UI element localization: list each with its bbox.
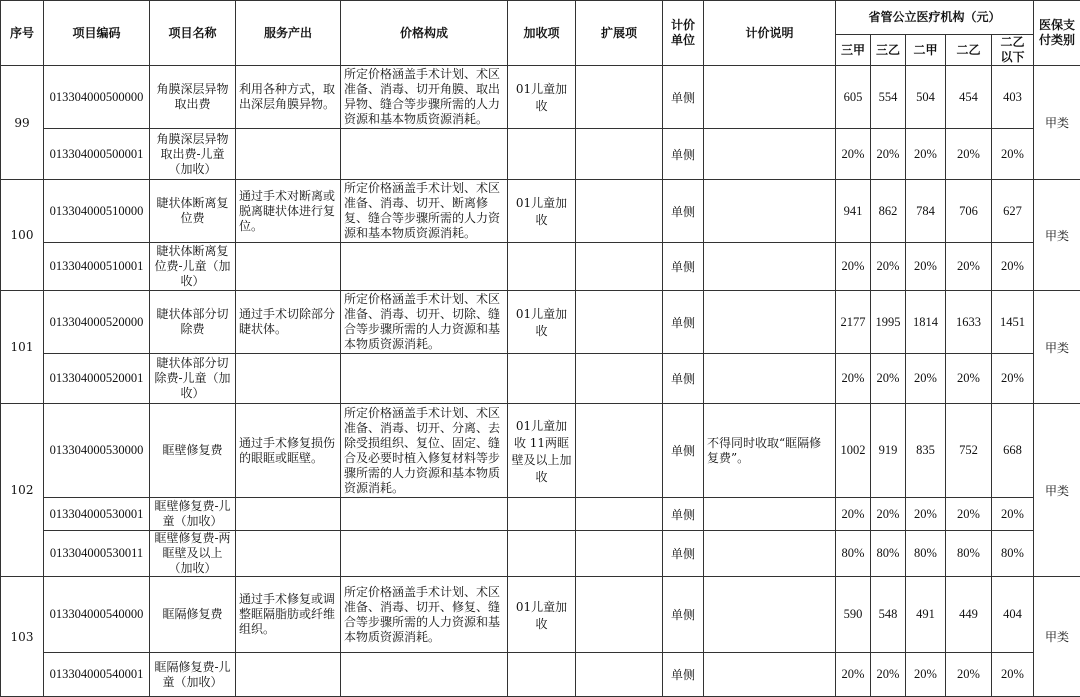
cell-note	[704, 291, 836, 354]
cell-unit: 单侧	[663, 653, 704, 697]
cell-output: 通过手术修复损伤的眼眶或眶壁。	[236, 404, 341, 498]
table-row	[1, 498, 1080, 531]
cell-price: 20%	[871, 354, 906, 404]
cell-price: 20%	[946, 243, 992, 291]
cell-note	[704, 498, 836, 531]
header-code: 项目编码	[44, 1, 150, 66]
cell-addon: 01儿童加收	[508, 66, 576, 129]
cell-price-comp: 所定价格涵盖手术计划、术区准备、消毒、切开、切除、缝合等步骤所需的人力资源和基本物质资源消耗。	[341, 291, 508, 354]
cell-code: 013304000500000	[44, 66, 150, 129]
cell-price: 491	[906, 577, 946, 653]
cell-code: 013304000510001	[44, 243, 150, 291]
cell-ext	[576, 66, 663, 129]
cell-addon	[508, 129, 576, 180]
cell-unit: 单侧	[663, 129, 704, 180]
cell-unit: 单侧	[663, 531, 704, 577]
cell-price-comp: 所定价格涵盖手术计划、术区准备、消毒、切开、断离修复、缝合等步骤所需的人力资源和基本物质资源消耗。	[341, 180, 508, 243]
cell-code: 013304000540000	[44, 577, 150, 653]
cell-name: 角膜深层异物取出费-儿童（加收）	[150, 129, 236, 180]
cell-price: 20%	[836, 653, 871, 697]
cell-price-comp: 所定价格涵盖手术计划、术区准备、消毒、切开、修复、缝合等步骤所需的人力资源和基本物质资源消耗。	[341, 577, 508, 653]
cell-price: 20%	[946, 129, 992, 180]
cell-output	[236, 129, 341, 180]
cell-price: 668	[992, 404, 1034, 498]
cell-ext	[576, 577, 663, 653]
cell-output	[236, 354, 341, 404]
cell-ext	[576, 653, 663, 697]
cell-price: 80%	[992, 531, 1034, 577]
cell-price: 1814	[906, 291, 946, 354]
cell-price-comp: 所定价格涵盖手术计划、术区准备、消毒、切开、分离、去除受损组织、复位、固定、缝合及必要时植入修复材料等步骤所需的人力资源和基本物质资源消耗。	[341, 404, 508, 498]
cell-price-comp	[341, 129, 508, 180]
cell-code: 013304000500001	[44, 129, 150, 180]
cell-ext	[576, 498, 663, 531]
cell-unit: 单侧	[663, 180, 704, 243]
cell-seq: 101	[1, 291, 44, 404]
cell-price-comp	[341, 531, 508, 577]
table-row	[1, 291, 1080, 354]
cell-note: 不得同时收取“眶隔修复费”。	[704, 404, 836, 498]
cell-price: 835	[906, 404, 946, 498]
cell-price: 20%	[871, 243, 906, 291]
cell-seq: 100	[1, 180, 44, 291]
cell-price: 20%	[871, 653, 906, 697]
cell-name: 睫状体部分切除费	[150, 291, 236, 354]
cell-price: 20%	[871, 498, 906, 531]
cell-unit: 单侧	[663, 243, 704, 291]
cell-name: 眶壁修复费-儿童（加收）	[150, 498, 236, 531]
cell-price: 20%	[836, 243, 871, 291]
cell-pay: 甲类	[1034, 404, 1080, 577]
cell-ext	[576, 129, 663, 180]
cell-output: 通过手术切除部分睫状体。	[236, 291, 341, 354]
cell-price: 80%	[836, 531, 871, 577]
cell-price: 627	[992, 180, 1034, 243]
cell-price: 20%	[836, 129, 871, 180]
cell-price: 20%	[992, 498, 1034, 531]
cell-addon: 01儿童加收	[508, 180, 576, 243]
cell-price: 454	[946, 66, 992, 129]
cell-price: 1995	[871, 291, 906, 354]
cell-addon	[508, 531, 576, 577]
cell-price-comp	[341, 653, 508, 697]
header-inst-group: 省管公立医疗机构（元）	[836, 1, 1034, 35]
cell-price: 919	[871, 404, 906, 498]
cell-price: 752	[946, 404, 992, 498]
cell-output	[236, 498, 341, 531]
cell-price: 20%	[906, 653, 946, 697]
cell-seq: 103	[1, 577, 44, 697]
cell-output: 通过手术修复或调整眶隔脂肪或纤维组织。	[236, 577, 341, 653]
cell-seq: 102	[1, 404, 44, 577]
cell-code: 013304000530001	[44, 498, 150, 531]
cell-price: 80%	[871, 531, 906, 577]
cell-seq: 99	[1, 66, 44, 180]
cell-price: 706	[946, 180, 992, 243]
cell-price: 1451	[992, 291, 1034, 354]
cell-addon: 01儿童加收	[508, 577, 576, 653]
header-unit: 计价单位	[663, 1, 704, 66]
cell-price: 941	[836, 180, 871, 243]
cell-pay: 甲类	[1034, 180, 1080, 291]
cell-price-comp	[341, 498, 508, 531]
header-level: 三甲	[836, 35, 871, 66]
table-row	[1, 180, 1080, 243]
cell-note	[704, 129, 836, 180]
cell-name: 眶壁修复费	[150, 404, 236, 498]
cell-addon	[508, 498, 576, 531]
cell-name: 眶隔修复费	[150, 577, 236, 653]
header-pay: 医保支付类别	[1034, 1, 1080, 66]
cell-price: 548	[871, 577, 906, 653]
cell-note	[704, 243, 836, 291]
cell-note	[704, 180, 836, 243]
cell-price: 20%	[836, 354, 871, 404]
cell-price: 2177	[836, 291, 871, 354]
cell-addon: 01儿童加收	[508, 291, 576, 354]
header-name: 项目名称	[150, 1, 236, 66]
header-level: 二乙以下	[992, 35, 1034, 66]
cell-price: 20%	[906, 354, 946, 404]
cell-note	[704, 66, 836, 129]
cell-name: 眶隔修复费-儿童（加收）	[150, 653, 236, 697]
table-row	[1, 129, 1080, 180]
cell-output: 通过手术对断离或脱离睫状体进行复位。	[236, 180, 341, 243]
cell-code: 013304000520000	[44, 291, 150, 354]
cell-unit: 单侧	[663, 498, 704, 531]
table-row	[1, 577, 1080, 653]
cell-price-comp	[341, 354, 508, 404]
cell-price-comp	[341, 243, 508, 291]
cell-pay: 甲类	[1034, 577, 1080, 697]
cell-unit: 单侧	[663, 291, 704, 354]
cell-code: 013304000530000	[44, 404, 150, 498]
cell-ext	[576, 291, 663, 354]
cell-code: 013304000510000	[44, 180, 150, 243]
cell-code: 013304000520001	[44, 354, 150, 404]
cell-ext	[576, 531, 663, 577]
cell-price: 403	[992, 66, 1034, 129]
cell-price: 20%	[906, 243, 946, 291]
cell-pay: 甲类	[1034, 66, 1080, 180]
cell-unit: 单侧	[663, 404, 704, 498]
header-level: 三乙	[871, 35, 906, 66]
cell-note	[704, 531, 836, 577]
header-level: 二乙	[946, 35, 992, 66]
cell-name: 睫状体断离复位费-儿童（加收）	[150, 243, 236, 291]
header-level: 二甲	[906, 35, 946, 66]
cell-price: 554	[871, 66, 906, 129]
cell-name: 睫状体断离复位费	[150, 180, 236, 243]
cell-price: 20%	[836, 498, 871, 531]
header-price-comp: 价格构成	[341, 1, 508, 66]
table-row	[1, 653, 1080, 697]
cell-price: 1633	[946, 291, 992, 354]
cell-addon: 01儿童加收 11两眶壁及以上加收	[508, 404, 576, 498]
cell-ext	[576, 354, 663, 404]
cell-price: 590	[836, 577, 871, 653]
cell-code: 013304000540001	[44, 653, 150, 697]
cell-output	[236, 531, 341, 577]
cell-ext	[576, 243, 663, 291]
cell-output: 利用各种方式，取出深层角膜异物。	[236, 66, 341, 129]
cell-addon	[508, 354, 576, 404]
cell-price: 20%	[992, 653, 1034, 697]
table-row	[1, 531, 1080, 577]
cell-price: 80%	[946, 531, 992, 577]
header-addon: 加收项	[508, 1, 576, 66]
cell-name: 角膜深层异物取出费	[150, 66, 236, 129]
cell-price: 20%	[871, 129, 906, 180]
cell-unit: 单侧	[663, 577, 704, 653]
cell-price: 20%	[906, 498, 946, 531]
header-seq: 序号	[1, 1, 44, 66]
cell-addon	[508, 243, 576, 291]
cell-output	[236, 243, 341, 291]
header-output: 服务产出	[236, 1, 341, 66]
cell-note	[704, 577, 836, 653]
cell-note	[704, 354, 836, 404]
header-ext: 扩展项	[576, 1, 663, 66]
table-header	[1, 1, 1080, 66]
cell-ext	[576, 180, 663, 243]
cell-price: 20%	[946, 498, 992, 531]
cell-output	[236, 653, 341, 697]
cell-note	[704, 653, 836, 697]
header-note: 计价说明	[704, 1, 836, 66]
cell-price: 504	[906, 66, 946, 129]
table-row	[1, 354, 1080, 404]
cell-name: 睫状体部分切除费-儿童（加收）	[150, 354, 236, 404]
cell-price: 20%	[992, 354, 1034, 404]
table-row	[1, 243, 1080, 291]
cell-price: 20%	[992, 243, 1034, 291]
cell-pay: 甲类	[1034, 291, 1080, 404]
cell-price-comp: 所定价格涵盖手术计划、术区准备、消毒、切开角膜、取出异物、缝合等步骤所需的人力资源和基本物质资源消耗。	[341, 66, 508, 129]
cell-name: 眶壁修复费-两眶壁及以上（加收）	[150, 531, 236, 577]
cell-price: 20%	[946, 653, 992, 697]
table-body	[1, 66, 1080, 697]
cell-unit: 单侧	[663, 354, 704, 404]
cell-price: 1002	[836, 404, 871, 498]
cell-price: 862	[871, 180, 906, 243]
cell-price: 20%	[946, 354, 992, 404]
cell-unit: 单侧	[663, 66, 704, 129]
table-row	[1, 404, 1080, 498]
cell-price: 784	[906, 180, 946, 243]
cell-price: 605	[836, 66, 871, 129]
table-row	[1, 66, 1080, 129]
cell-price: 404	[992, 577, 1034, 653]
cell-price: 20%	[992, 129, 1034, 180]
cell-code: 013304000530011	[44, 531, 150, 577]
cell-price: 80%	[906, 531, 946, 577]
cell-addon	[508, 653, 576, 697]
cell-price: 449	[946, 577, 992, 653]
cell-price: 20%	[906, 129, 946, 180]
cell-ext	[576, 404, 663, 498]
